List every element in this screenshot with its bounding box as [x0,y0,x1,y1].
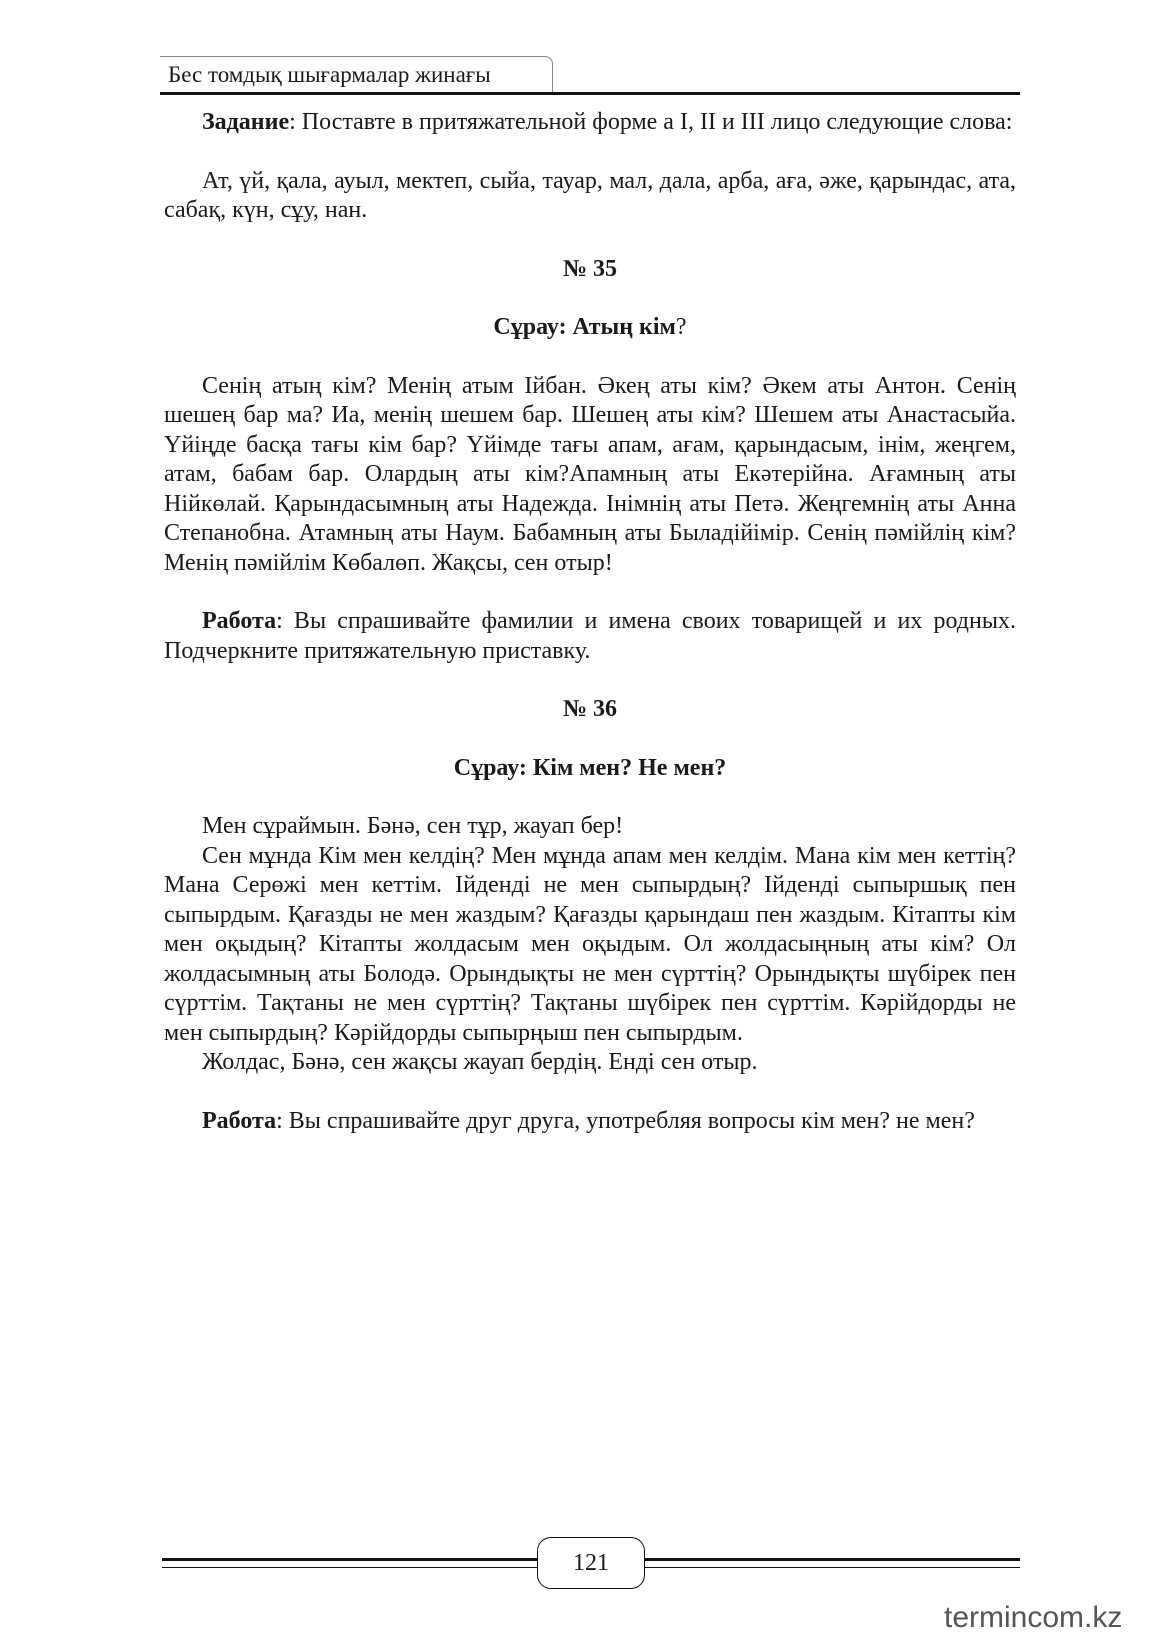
book-title: Бес томдық шығармалар жинағы [168,62,491,87]
footer-rule-right [644,1558,1020,1568]
page-number: 121 [537,1537,645,1589]
section-36-work [164,1107,1016,1137]
words-paragraph: Ат, үй, қала, ауыл, мектеп, сыйа, тауар, мал, дала, арба, аға, әже, қарындас, ата, сабақ, күн, сұу, нан. [164,167,1016,223]
section-36-text: Сен мұнда Кім мен келдің? Мен мұнда апам мен келдім. Мана кім мен кеттің? Мана Серөжі мен кеттім. Ійденді не мен сыпырдың? Ійденді сыпыршық пен сыпырдым. Қағазды не мен жаздым? Қағазды қарындаш пен жаздым. Кітапты кім мен оқыдың? Кітапты жолдасым мен оқыдым. Ол жолдасыңның аты кім? Ол жолдасымның аты Болодә. Орындықты не мен сүрттің? Орындықты шүбірек пен сүрттім. Тақтаны не мен сүрттің? Тақтаны шүбірек пен сүрттім. Кәрійдорды не мен сыпырдың? Кәрійдорды сыпырңыш пен сыпырдым. [164,842,1016,1046]
section-35-work-text: : Вы спрашивайте фамилии и имена своих товарищей и их родных. Подчеркните притяжательную приставку. [164,608,1016,664]
section-35-title-bold: Сұрау: Атың кім [493,314,676,340]
header-rule [160,92,1020,95]
footer-rule-left [162,1558,539,1568]
section-36-line1: Мен сұраймын. Бәнә, сен тұр, жауап бер! [202,813,624,839]
section-35-title [164,313,1016,343]
section-35-text: Сенің атың кім? Менің атым Ійбан. Әкең аты кім? Әкем аты Антон. Сенің шешең бар ма? Иа, менің шешем бар. Шешең аты кім? Шешем аты Анастасыйа. Үйіңде басқа тағы кім бар? Үйімде тағы апам, ағам, қарындасым, інім, жеңгем, атам, бабам бар. Олардың аты кім?Апамның аты Екәтерійна. Ағамның аты Нійкөлай. Қарындасымның аты Надежда. Інімнің аты Петә. Жеңгемнің аты Анна Степанобна. Атамның аты Наум. Бабамның аты Быладійімір. Сенің пәмійлің кім? Менің пәмійлім Көбалөп. Жақсы, сен отыр! [164,372,1016,576]
section-36-number: № 36 [562,696,618,722]
section-35-title-tail: ? [675,314,687,340]
section-36-work-text: : Вы спрашивайте друг друга, употребляя вопросы кім мен? не мен? [276,1107,975,1134]
task-label: Задание [202,109,290,135]
task-text: : Поставте в притяжательной форме а I, II и III лицо следующие слова: [289,109,1013,135]
section-35-work [164,607,1016,666]
section-36-work-label: Работа [202,1107,277,1134]
page-content [164,108,1016,1136]
task-paragraph [164,108,1016,138]
watermark: termincom.kz [944,1601,1123,1634]
section-36-line-end: Жолдас, Бәнә, сен жақсы жауап бердің. Енді сен отыр. [202,1049,758,1075]
section-36-title: Сұрау: Кім мен? Не мен? [453,754,727,781]
section-35-number: № 35 [562,255,618,282]
section-35-work-label: Работа [202,608,277,634]
